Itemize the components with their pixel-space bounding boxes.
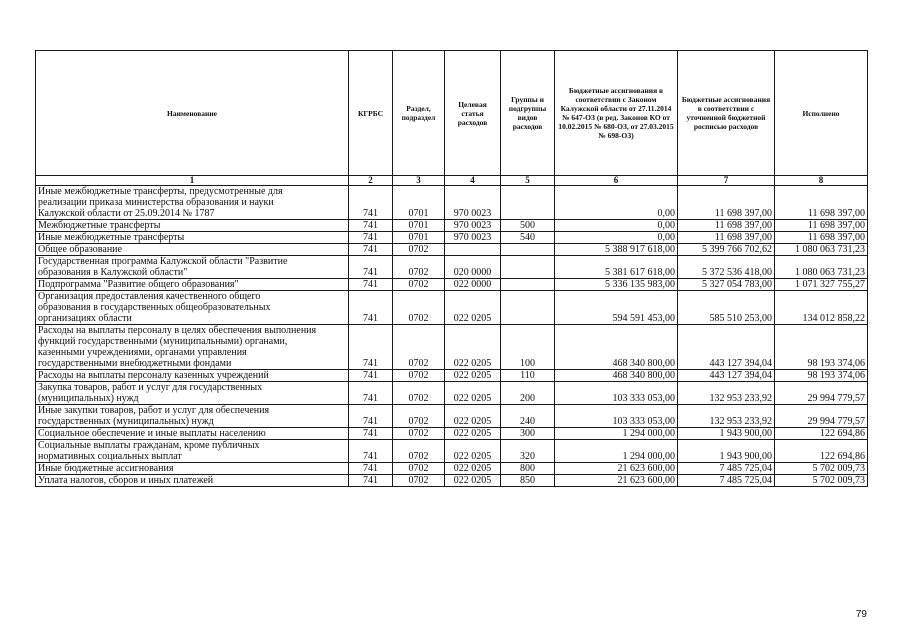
col-number: 1: [36, 176, 349, 186]
cell-section: 0702: [393, 382, 445, 405]
cell-budget-list: 7 485 725,04: [678, 475, 775, 487]
cell-budget-list: 443 127 394,04: [678, 370, 775, 382]
cell-group: 500: [501, 220, 555, 232]
cell-kgrbs: 741: [349, 370, 393, 382]
cell-name: [36, 244, 349, 256]
cell-budget-list: 1 943 900,00: [678, 440, 775, 463]
cell-budget-law: 468 340 800,00: [555, 325, 678, 370]
page-number: 79: [855, 609, 867, 620]
cell-name: [36, 405, 349, 428]
cell-group: 110: [501, 370, 555, 382]
budget-table: [35, 50, 868, 487]
col-header-budget-law: Бюджетные ассигнования в соответствии с Законом Калужской области от 27.11.2014 № 647-ОЗ (в ред. Законов КО от 10.02.2015 № 680-ОЗ, от 27.03.2015 № 698-ОЗ): [555, 51, 678, 176]
cell-budget-law: 1 294 000,00: [555, 440, 678, 463]
cell-target: 022 0000: [445, 279, 501, 291]
cell-budget-list: 585 510 253,00: [678, 291, 775, 325]
cell-section: 0702: [393, 428, 445, 440]
row-label: Уплата налогов, сборов и иных платежей: [38, 475, 214, 486]
cell-target: [445, 244, 501, 256]
table-row: [36, 463, 868, 475]
cell-kgrbs: 741: [349, 256, 393, 279]
row-label: Иные бюджетные ассигнования: [38, 463, 174, 474]
cell-section: 0702: [393, 440, 445, 463]
cell-kgrbs: 741: [349, 405, 393, 428]
cell-budget-list: 132 953 233,92: [678, 382, 775, 405]
cell-budget-list: 11 698 397,00: [678, 220, 775, 232]
cell-executed: 1 080 063 731,23: [775, 244, 868, 256]
row-label: Расходы на выплаты персоналу в целях обеспечения выполнения функций государственными (муниципальными) органами, казенными учреждениями, органами управления государственными внебюджетными фондами: [38, 325, 317, 369]
cell-name: [36, 256, 349, 279]
cell-budget-list: 5 372 536 418,00: [678, 256, 775, 279]
cell-group: [501, 186, 555, 220]
cell-group: [501, 256, 555, 279]
cell-budget-list: 5 399 766 702,62: [678, 244, 775, 256]
cell-budget-law: 0,00: [555, 186, 678, 220]
cell-budget-list: 11 698 397,00: [678, 186, 775, 220]
cell-section: 0702: [393, 291, 445, 325]
cell-group: 300: [501, 428, 555, 440]
cell-executed: 134 012 858,22: [775, 291, 868, 325]
table-row: [36, 382, 868, 405]
cell-section: 0702: [393, 475, 445, 487]
cell-executed: 29 994 779,57: [775, 405, 868, 428]
cell-budget-list: 5 327 054 783,00: [678, 279, 775, 291]
cell-budget-law: 103 333 053,00: [555, 405, 678, 428]
cell-target: 022 0205: [445, 382, 501, 405]
cell-group: 800: [501, 463, 555, 475]
cell-target: 022 0205: [445, 370, 501, 382]
col-header-groups: Группы и подгруппы видов расходов: [501, 51, 555, 176]
cell-kgrbs: 741: [349, 382, 393, 405]
cell-budget-law: 5 388 917 618,00: [555, 244, 678, 256]
col-number: 5: [501, 176, 555, 186]
cell-executed: 29 994 779,57: [775, 382, 868, 405]
row-label: Государственная программа Калужской области "Развитие образования в Калужской области": [38, 256, 288, 278]
table-header: [36, 51, 868, 186]
table-row: [36, 405, 868, 428]
cell-executed: 122 694,86: [775, 428, 868, 440]
cell-name: [36, 475, 349, 487]
table-row: [36, 279, 868, 291]
cell-target: 022 0205: [445, 463, 501, 475]
table-row: [36, 256, 868, 279]
cell-group: 850: [501, 475, 555, 487]
col-header-target: Целевая статья расходов: [445, 51, 501, 176]
cell-kgrbs: 741: [349, 244, 393, 256]
cell-budget-law: 594 591 453,00: [555, 291, 678, 325]
cell-executed: 98 193 374,06: [775, 370, 868, 382]
cell-budget-list: 1 943 900,00: [678, 428, 775, 440]
cell-section: 0701: [393, 232, 445, 244]
table-row: [36, 232, 868, 244]
col-number: 6: [555, 176, 678, 186]
cell-budget-law: 0,00: [555, 232, 678, 244]
col-header-name: Наименование: [36, 51, 349, 176]
table-body: [36, 186, 868, 487]
cell-budget-law: 5 381 617 618,00: [555, 256, 678, 279]
row-label: Социальное обеспечение и иные выплаты населению: [38, 428, 266, 439]
cell-executed: 122 694,86: [775, 440, 868, 463]
cell-target: 970 0023: [445, 186, 501, 220]
table-row: [36, 220, 868, 232]
cell-budget-law: 0,00: [555, 220, 678, 232]
cell-section: 0702: [393, 256, 445, 279]
cell-target: 022 0205: [445, 440, 501, 463]
col-number: 4: [445, 176, 501, 186]
cell-group: 200: [501, 382, 555, 405]
cell-group: 240: [501, 405, 555, 428]
cell-group: [501, 279, 555, 291]
cell-executed: 11 698 397,00: [775, 220, 868, 232]
cell-kgrbs: 741: [349, 325, 393, 370]
table-row: [36, 244, 868, 256]
col-number: 7: [678, 176, 775, 186]
cell-kgrbs: 741: [349, 475, 393, 487]
cell-kgrbs: 741: [349, 440, 393, 463]
cell-budget-list: 11 698 397,00: [678, 232, 775, 244]
cell-kgrbs: 741: [349, 186, 393, 220]
cell-target: 022 0205: [445, 428, 501, 440]
col-header-executed: Исполнено: [775, 51, 868, 176]
cell-kgrbs: 741: [349, 463, 393, 475]
cell-executed: 5 702 009,73: [775, 463, 868, 475]
row-label: Иные межбюджетные трансферты: [38, 232, 185, 243]
cell-budget-law: 5 336 135 983,00: [555, 279, 678, 291]
cell-kgrbs: 741: [349, 220, 393, 232]
cell-group: 540: [501, 232, 555, 244]
row-label: Организация предоставления качественного общего образования в государственных общеобразовательных организациях области: [38, 291, 271, 324]
col-header-budget-list: Бюджетные ассигнования в соответствии с уточненной бюджетной росписью расходов: [678, 51, 775, 176]
cell-name: [36, 370, 349, 382]
row-label: Иные закупки товаров, работ и услуг для обеспечения государственных (муниципальных) нужд: [38, 405, 270, 427]
cell-section: 0702: [393, 463, 445, 475]
cell-section: 0702: [393, 244, 445, 256]
cell-group: [501, 291, 555, 325]
cell-target: 970 0023: [445, 232, 501, 244]
col-number: 8: [775, 176, 868, 186]
col-number: 3: [393, 176, 445, 186]
table-row: [36, 325, 868, 370]
cell-section: 0702: [393, 325, 445, 370]
cell-name: [36, 232, 349, 244]
cell-target: 022 0205: [445, 325, 501, 370]
cell-section: 0702: [393, 279, 445, 291]
row-label: Подпрограмма "Развитие общего образования": [38, 279, 239, 290]
cell-executed: 11 698 397,00: [775, 232, 868, 244]
cell-name: [36, 291, 349, 325]
cell-executed: 5 702 009,73: [775, 475, 868, 487]
cell-target: 020 0000: [445, 256, 501, 279]
row-label: Иные межбюджетные трансферты, предусмотренные для реализации приказа министерства образования и науки Калужской области от 25.09.2014 № 1787: [38, 186, 283, 219]
table-row: [36, 370, 868, 382]
cell-budget-list: 443 127 394,04: [678, 325, 775, 370]
cell-group: [501, 244, 555, 256]
cell-group: 320: [501, 440, 555, 463]
table-row: [36, 440, 868, 463]
cell-budget-law: 1 294 000,00: [555, 428, 678, 440]
col-header-section: Раздел, подраздел: [393, 51, 445, 176]
row-label: Межбюджетные трансферты: [38, 220, 161, 231]
cell-name: [36, 463, 349, 475]
row-label: Общее образование: [38, 244, 122, 255]
row-label: Закупка товаров, работ и услуг для государственных (муниципальных) нужд: [38, 382, 263, 404]
cell-budget-law: 103 333 053,00: [555, 382, 678, 405]
cell-name: [36, 325, 349, 370]
row-label: Социальные выплаты гражданам, кроме публичных нормативных социальных выплат: [38, 440, 260, 462]
cell-kgrbs: 741: [349, 232, 393, 244]
cell-name: [36, 382, 349, 405]
cell-kgrbs: 741: [349, 291, 393, 325]
row-label: Расходы на выплаты персоналу казенных учреждений: [38, 370, 269, 381]
cell-name: [36, 440, 349, 463]
cell-name: [36, 186, 349, 220]
cell-kgrbs: 741: [349, 428, 393, 440]
cell-kgrbs: 741: [349, 279, 393, 291]
cell-section: 0702: [393, 405, 445, 428]
cell-executed: 98 193 374,06: [775, 325, 868, 370]
cell-target: 022 0205: [445, 291, 501, 325]
cell-name: [36, 220, 349, 232]
col-header-kgrbs: КГРБС: [349, 51, 393, 176]
cell-section: 0702: [393, 370, 445, 382]
cell-budget-law: 21 623 600,00: [555, 463, 678, 475]
cell-section: 0701: [393, 220, 445, 232]
cell-budget-list: 7 485 725,04: [678, 463, 775, 475]
col-number: 2: [349, 176, 393, 186]
cell-name: [36, 428, 349, 440]
cell-name: [36, 279, 349, 291]
table-row: [36, 475, 868, 487]
cell-target: 022 0205: [445, 475, 501, 487]
cell-section: 0701: [393, 186, 445, 220]
cell-budget-law: 21 623 600,00: [555, 475, 678, 487]
cell-executed: 1 080 063 731,23: [775, 256, 868, 279]
cell-executed: 1 071 327 755,27: [775, 279, 868, 291]
table-row: [36, 291, 868, 325]
cell-group: 100: [501, 325, 555, 370]
cell-executed: 11 698 397,00: [775, 186, 868, 220]
table-row: [36, 428, 868, 440]
cell-target: 970 0023: [445, 220, 501, 232]
table-row: [36, 186, 868, 220]
cell-budget-list: 132 953 233,92: [678, 405, 775, 428]
cell-budget-law: 468 340 800,00: [555, 370, 678, 382]
cell-target: 022 0205: [445, 405, 501, 428]
